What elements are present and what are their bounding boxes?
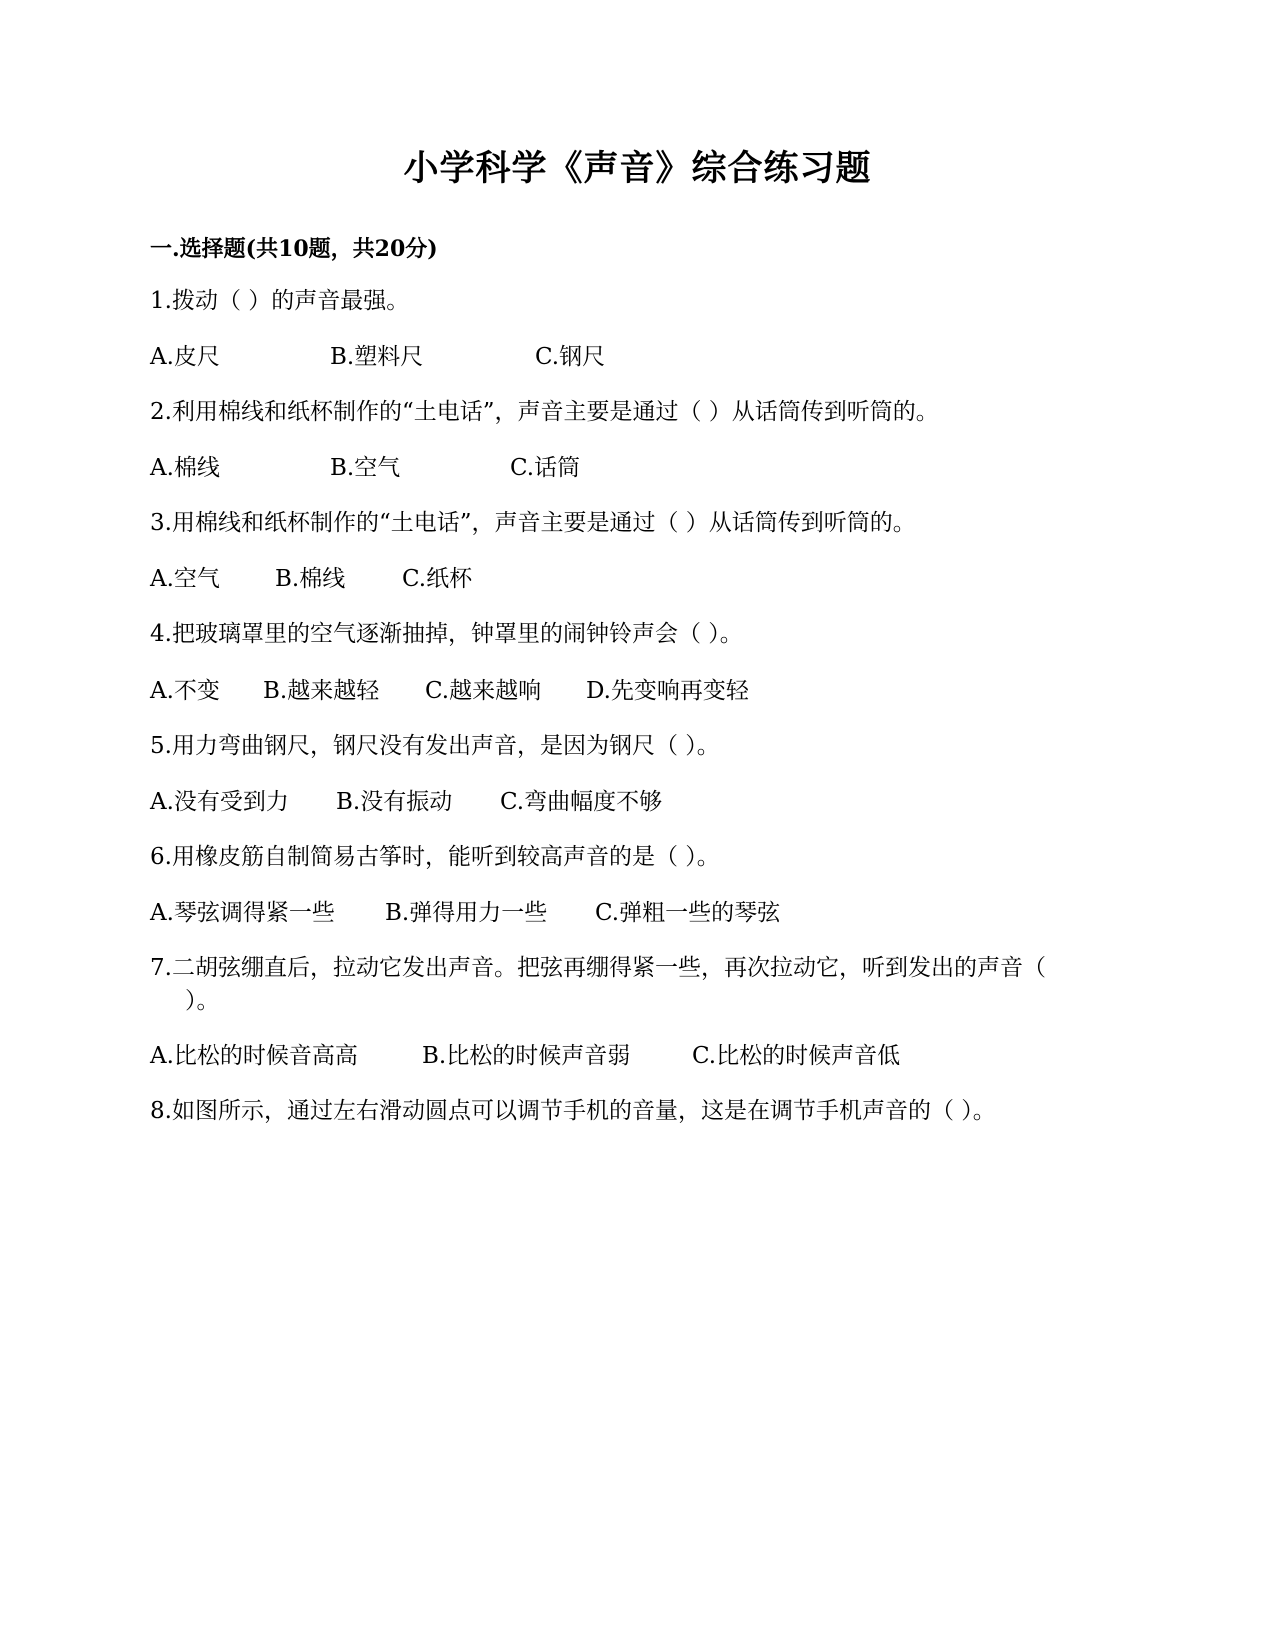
question-7-stem-continued: ）。: [185, 988, 220, 1014]
option-b: B.棉线: [275, 566, 346, 592]
question-6-stem: 6.用橡皮筋自制简易古筝时，能听到较高声音的是（ ）。: [150, 844, 720, 870]
option-c: C.弯曲幅度不够: [500, 789, 663, 815]
question-5-stem: 5.用力弯曲钢尺，钢尺没有发出声音，是因为钢尺（ ）。: [150, 733, 720, 759]
option-a: A.空气: [150, 566, 220, 592]
option-b: B.没有振动: [336, 789, 453, 815]
question-3-stem: 3.用棉线和纸杯制作的“土电话”，声音主要是通过（ ）从话筒传到听筒的。: [150, 510, 916, 536]
question-4-stem: 4.把玻璃罩里的空气逐渐抽掉，钟罩里的闹钟铃声会（ ）。: [150, 621, 743, 647]
option-c: C.越来越响: [425, 678, 542, 704]
section-heading: 一.选择题(共10题，共20分): [150, 236, 438, 262]
option-a: A.琴弦调得紧一些: [150, 900, 335, 926]
option-a: A.没有受到力: [150, 789, 289, 815]
option-b: B.比松的时候声音弱: [422, 1043, 631, 1069]
option-a: A.棉线: [150, 455, 220, 481]
option-d: D.先变响再变轻: [586, 678, 749, 704]
option-c: C.比松的时候声音低: [692, 1043, 901, 1069]
option-b: B.空气: [330, 455, 401, 481]
option-b: B.越来越轻: [263, 678, 380, 704]
option-b: B.塑料尺: [330, 344, 424, 370]
question-8-stem: 8.如图所示，通过左右滑动圆点可以调节手机的音量，这是在调节手机声音的（ ）。: [150, 1098, 996, 1124]
option-a: A.皮尺: [150, 344, 220, 370]
question-1-stem: 1.拨动（ ）的声音最强。: [150, 288, 410, 314]
option-c: C.纸杯: [402, 566, 473, 592]
option-c: C.话筒: [510, 455, 581, 481]
document-title: 小学科学《声音》综合练习题: [403, 148, 872, 189]
option-c: C.弹粗一些的琴弦: [595, 900, 781, 926]
option-a: A.不变: [150, 678, 220, 704]
question-2-stem: 2.利用棉线和纸杯制作的“土电话”，声音主要是通过（ ）从话筒传到听筒的。: [150, 399, 939, 425]
question-7-stem: 7.二胡弦绷直后，拉动它发出声音。把弦再绷得紧一些，再次拉动它，听到发出的声音（: [150, 955, 1046, 981]
option-b: B.弹得用力一些: [385, 900, 548, 926]
option-a: A.比松的时候音高高: [150, 1043, 358, 1069]
option-c: C.钢尺: [535, 344, 606, 370]
